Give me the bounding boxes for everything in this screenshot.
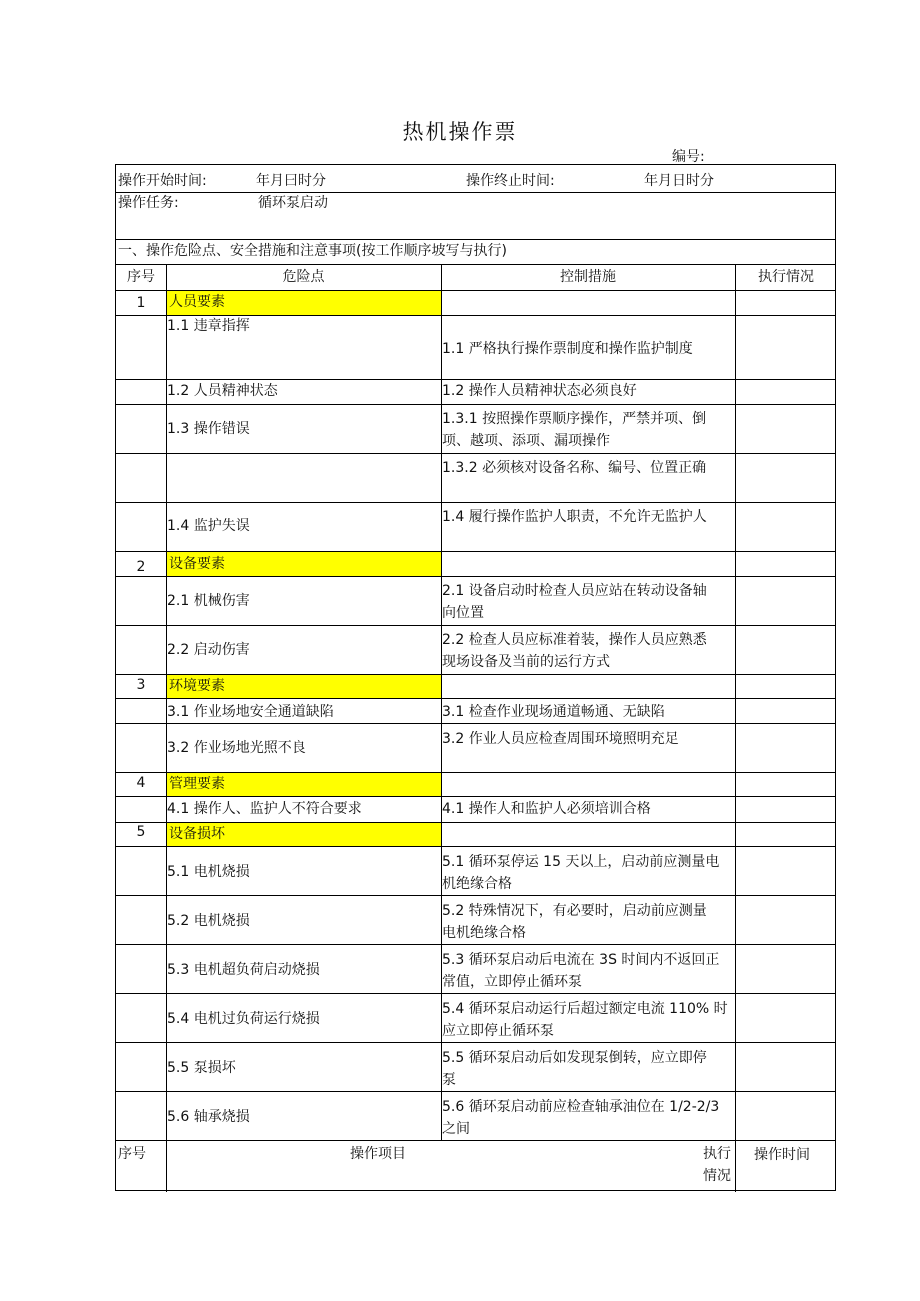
control-item: 2.2 检查人员应标准着装，操作人员应熟悉 bbox=[442, 632, 707, 648]
control-item: 1.3.1 按照操作票顺序操作，严禁并项、倒 bbox=[442, 411, 707, 427]
control-item: 1.4 履行操作监护人职责，不允许无监护人 bbox=[442, 509, 707, 525]
control-item: 2.1 设备启动时检查人员应站在转动设备轴 bbox=[442, 583, 707, 599]
control-item-cont: 应立即停止循环泵 bbox=[442, 1023, 554, 1039]
col-header-danger: 危险点 bbox=[282, 269, 325, 285]
control-item: 1.2 操作人员精神状态必须良好 bbox=[442, 383, 637, 399]
footer-exec-header: 执行 bbox=[703, 1146, 731, 1162]
category-name: 设备损坏 bbox=[169, 826, 225, 842]
danger-item: 5.5 泵损坏 bbox=[167, 1060, 236, 1076]
danger-item: 4.1 操作人、监护人不符合要求 bbox=[167, 801, 362, 817]
control-item: 1.1 严格执行操作票制度和操作监护制度 bbox=[442, 341, 693, 357]
task-label: 操作任务: bbox=[118, 195, 179, 211]
control-item: 5.5 循环泵启动后如发现泵倒转，应立即停 bbox=[442, 1050, 707, 1066]
doc-number-label: 编号: bbox=[672, 149, 705, 165]
danger-item: 5.4 电机过负荷运行烧损 bbox=[167, 1011, 320, 1027]
footer-op-item-header: 操作项目 bbox=[350, 1146, 406, 1162]
col-header-status: 执行情况 bbox=[758, 269, 814, 285]
danger-item: 1.3 操作错误 bbox=[167, 421, 250, 437]
end-time-label: 操作终止时间: bbox=[466, 173, 555, 189]
category-number: 1 bbox=[136, 295, 146, 311]
page-title: 热机操作票 bbox=[402, 120, 518, 144]
control-item: 4.1 操作人和监护人必须培训合格 bbox=[442, 801, 651, 817]
end-time-value: 年月日时分 bbox=[644, 173, 714, 189]
footer-seq-header: 序号 bbox=[118, 1146, 146, 1162]
control-item: 3.2 作业人员应检查周围环境照明充足 bbox=[442, 731, 679, 747]
control-item-cont: 现场设备及当前的运行方式 bbox=[442, 654, 610, 670]
danger-item: 5.6 轴承烧损 bbox=[167, 1109, 250, 1125]
control-item-cont: 之间 bbox=[442, 1121, 470, 1137]
col-header-seq: 序号 bbox=[127, 269, 155, 285]
control-item: 5.6 循环泵启动前应检查轴承油位在 1/2-2/3 bbox=[442, 1099, 720, 1115]
danger-item: 2.1 机械伤害 bbox=[167, 593, 250, 609]
category-number: 4 bbox=[136, 775, 146, 791]
danger-item: 1.4 监护失误 bbox=[167, 518, 250, 534]
category-name: 环境要素 bbox=[169, 678, 225, 694]
danger-item: 1.1 违章指挥 bbox=[167, 318, 250, 334]
control-item-cont: 机绝缘合格 bbox=[442, 876, 512, 892]
danger-item: 1.2 人员精神状态 bbox=[167, 383, 278, 399]
control-item: 5.3 循环泵启动后电流在 3S 时间内不返回正 bbox=[442, 952, 720, 968]
danger-item: 3.1 作业场地安全通道缺陷 bbox=[167, 704, 334, 720]
start-time-label: 操作开始时间: bbox=[118, 173, 207, 189]
category-name: 管理要素 bbox=[169, 776, 225, 792]
control-item-cont: 向位置 bbox=[442, 605, 484, 621]
control-item: 5.2 特殊情况下，有必要时，启动前应测量 bbox=[442, 903, 707, 919]
control-item: 5.1 循环泵停运 15 天以上，启动前应测量电 bbox=[442, 854, 720, 870]
col-header-control: 控制措施 bbox=[560, 269, 616, 285]
footer-op-time-header: 操作时间 bbox=[754, 1147, 810, 1163]
control-item-cont: 电机绝缘合格 bbox=[442, 925, 526, 941]
start-time-value: 年月曰时分 bbox=[256, 173, 326, 189]
category-name: 设备要素 bbox=[169, 556, 225, 572]
control-item-cont: 项、越项、添项、漏项操作 bbox=[442, 433, 610, 449]
footer-exec-header-cont: 情况 bbox=[703, 1168, 731, 1184]
category-number: 2 bbox=[136, 559, 146, 575]
control-item: 3.1 检查作业现场通道畅通、无缺陷 bbox=[442, 704, 665, 720]
control-item-cont: 泵 bbox=[442, 1072, 456, 1088]
danger-item: 3.2 作业场地光照不良 bbox=[167, 740, 306, 756]
danger-item: 2.2 启动伤害 bbox=[167, 642, 250, 658]
danger-item: 5.2 电机烧损 bbox=[167, 913, 250, 929]
section-title: 一、操作危险点、安全措施和注意事项(按工作顺序坡写与执行) bbox=[118, 243, 507, 259]
danger-item: 5.3 电机超负荷启动烧损 bbox=[167, 962, 320, 978]
control-item-cont: 常值，立即停止循环泵 bbox=[442, 974, 582, 990]
task-value: 循环泵启动 bbox=[258, 195, 328, 211]
danger-item: 5.1 电机烧损 bbox=[167, 864, 250, 880]
category-number: 3 bbox=[136, 677, 146, 693]
category-name: 人员要素 bbox=[169, 294, 225, 310]
control-item: 1.3.2 必须核对设备名称、编号、位置正确 bbox=[442, 460, 707, 476]
operation-ticket-table bbox=[115, 164, 836, 1191]
control-item: 5.4 循环泵启动运行后超过额定电流 110% 时 bbox=[442, 1001, 728, 1017]
category-number: 5 bbox=[136, 824, 146, 840]
